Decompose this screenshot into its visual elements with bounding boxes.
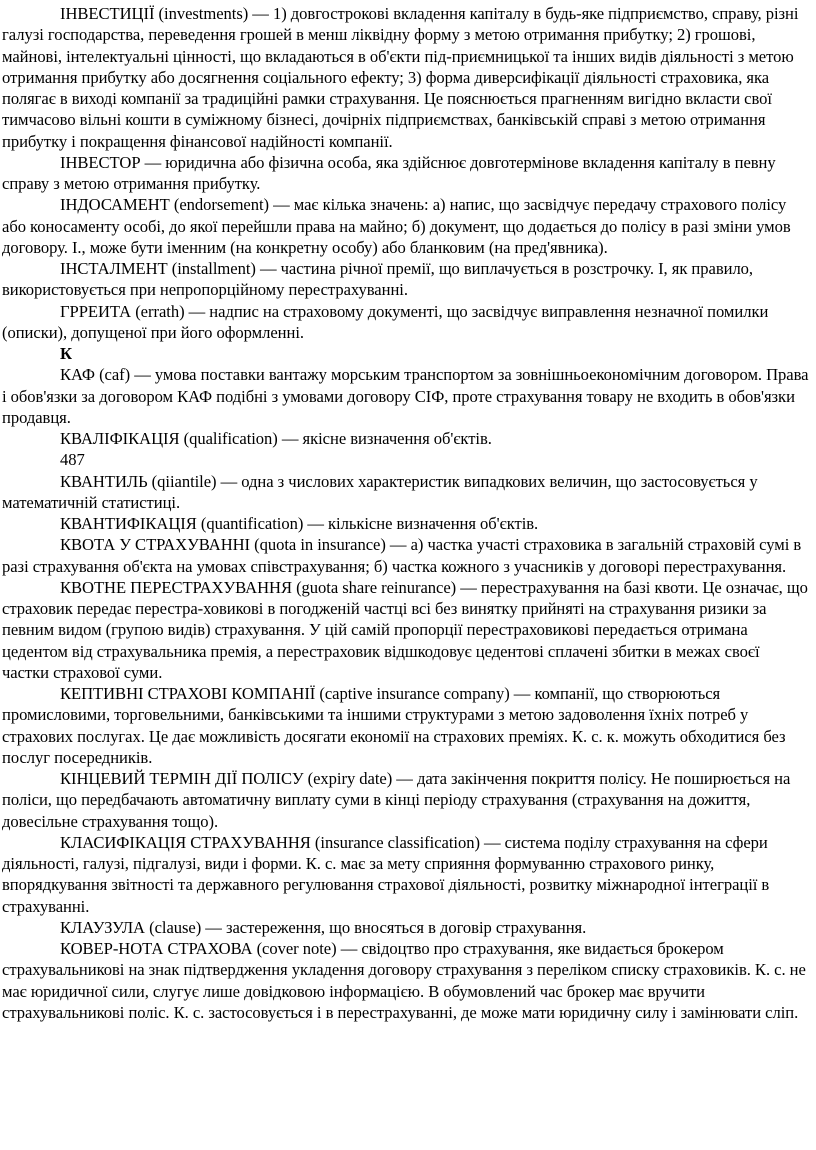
entry-quota: КВОТА У СТРАХУВАННІ (quota in insurance) — а) частка участі страховика в загальній страховій сумі в разі страхування об'єкта на умовах співстрахування; б) частка кожного з учасників у договорі перестрахування. [2, 535, 802, 576]
entry-investments: ІНВЕСТИЦІЇ (investments) — 1) довгострокові вкладення капіталу в будь-яке підприємство, справу, різні галузі господарства, переведення грошей в менш ліквідну форму з метою отримання прибутку; 2) грошові, майнові, інтелектуальні цінності, що вкладаються в об'єкти під-приємницької та інших видів діяльності з метою отримання прибутку або досягнення соціального ефекту; 3) форма диверсифікації діяльності страховика, яка полягає в виході компанії за традиційні рамки страхування. Це пояснюється прагненням вигідно вкласти свої тимчасово вільні кошти в суміжному бізнесі, дочірніх підприємствах, банківській справі з метою отримання прибутку і покращення фінансової надійності компанії. [2, 4, 799, 151]
page-number: 487 [60, 450, 85, 470]
entry-clause: КЛАУЗУЛА (clause) — застереження, що вносяться в договір страхування. [60, 917, 587, 937]
entry-insurance-classification: КЛАСИФІКАЦІЯ СТРАХУВАННЯ (insurance classification) — система поділу страхування на сфери діяльності, галузі, підгалузі, види і форми. К. с. має за мету сприяння формуванню страхового ринку, впорядкування звітності та державного регулювання страхової діяльності, розвитку міжнародної інтеграції в страхуванні. [2, 832, 770, 916]
entry-quantile: КВАНТИЛЬ (qiiantile) — одна з числових характеристик випадкових величин, що застосовується у математичній статистиці. [2, 471, 758, 512]
entry-quota-share-reinsurance: КВОТНЕ ПЕРЕСТРАХУВАННЯ (guota share reinurance) — перестрахування на базі квоти. Це означає, що страховик передає перестра-ховикові в погодженій частці всі без винятку прийняті на страхування ризики за певним видом (групою видів) страхування. У цій самій пропорції перестраховикові передається отримана цедентом від страхувальника премія, а перестраховик відшкодовує цедентові сплачені збитки в межах своєї частки страхової суми. [2, 577, 808, 682]
entry-caf: КАФ (caf) — умова поставки вантажу морським транспортом за зовнішньоекономічним договором. Права і обов'язки за договором КАФ подібні з умовами договору СІФ, проте страхування товару не входить в обов'язки продавця. [2, 365, 809, 427]
entry-expiry-date: КІНЦЕВИЙ ТЕРМІН ДІЇ ПОЛІСУ (expiry date) — дата закінчення покриття полісу. Не поширюється на поліси, що передбачають автоматичну виплату суми в кінці періоду страхування (страхування на дожиття, довесільне страхування тощо). [2, 769, 791, 831]
entry-quantification: КВАНТИФІКАЦІЯ (quantification) — кількісне визначення об'єктів. [60, 514, 539, 533]
entry-installment: ІНСТАЛМЕНТ (installment) — частина річної премії, що виплачується в розстрочку. І, як правило, використовується при непропорційному перестрахуванні. [2, 259, 754, 300]
entry-qualification: КВАЛІФІКАЦІЯ (qualification) — якісне визначення об'єктів. [60, 429, 492, 448]
entry-errata: ГРРЕИТА (errath) — надпис на страховому документі, що засвідчує виправлення незначної помилки (описки), допущеної при його оформленні. [2, 301, 769, 342]
entry-endorsement: ІНДОСАМЕНТ (endorsement) — має кілька значень: а) напис, що засвідчує передачу страхового полісу або коносаменту особі, до якої перейшли права на майно; б) документ, що додається до полісу в разі зміни умов договору. І., може бути іменним (на конкретну особу) або бланковим (на пред'явника). [2, 195, 791, 257]
letter-heading-k: К [60, 344, 72, 363]
entry-cover-note: КОВЕР-НОТА СТРАХОВА (cover note) — свідоцтво про страхування, яке видається брокером страхувальникові на знак підтвердження укладення договору страхування з переліком списку страховиків. К. с. не має юридичної сили, слугує лише довідковою інформацією. В обумовлений час брокер має вручити страхувальникові поліс. К. с. застосовується і в перестрахуванні, де може мати юридичну силу і замінювати сліп. [2, 939, 806, 1022]
entry-captive-insurance: КЕПТИВНІ СТРАХОВІ КОМПАНІЇ (captive insurance company) — компанії, що створюються промисловими, торговельними, банківськими та іншими структурами з метою задоволення їхніх потреб у страхових послугах. Це дає можливість досягати економії на страхових преміях. К. с. к. можуть обходитися без послуг посередників. [2, 684, 786, 767]
entry-investor: ІНВЕСТОР — юридична або фізична особа, яка здійснює довготермінове вкладення капіталу в певну справу з метою отримання прибутку. [2, 152, 776, 193]
